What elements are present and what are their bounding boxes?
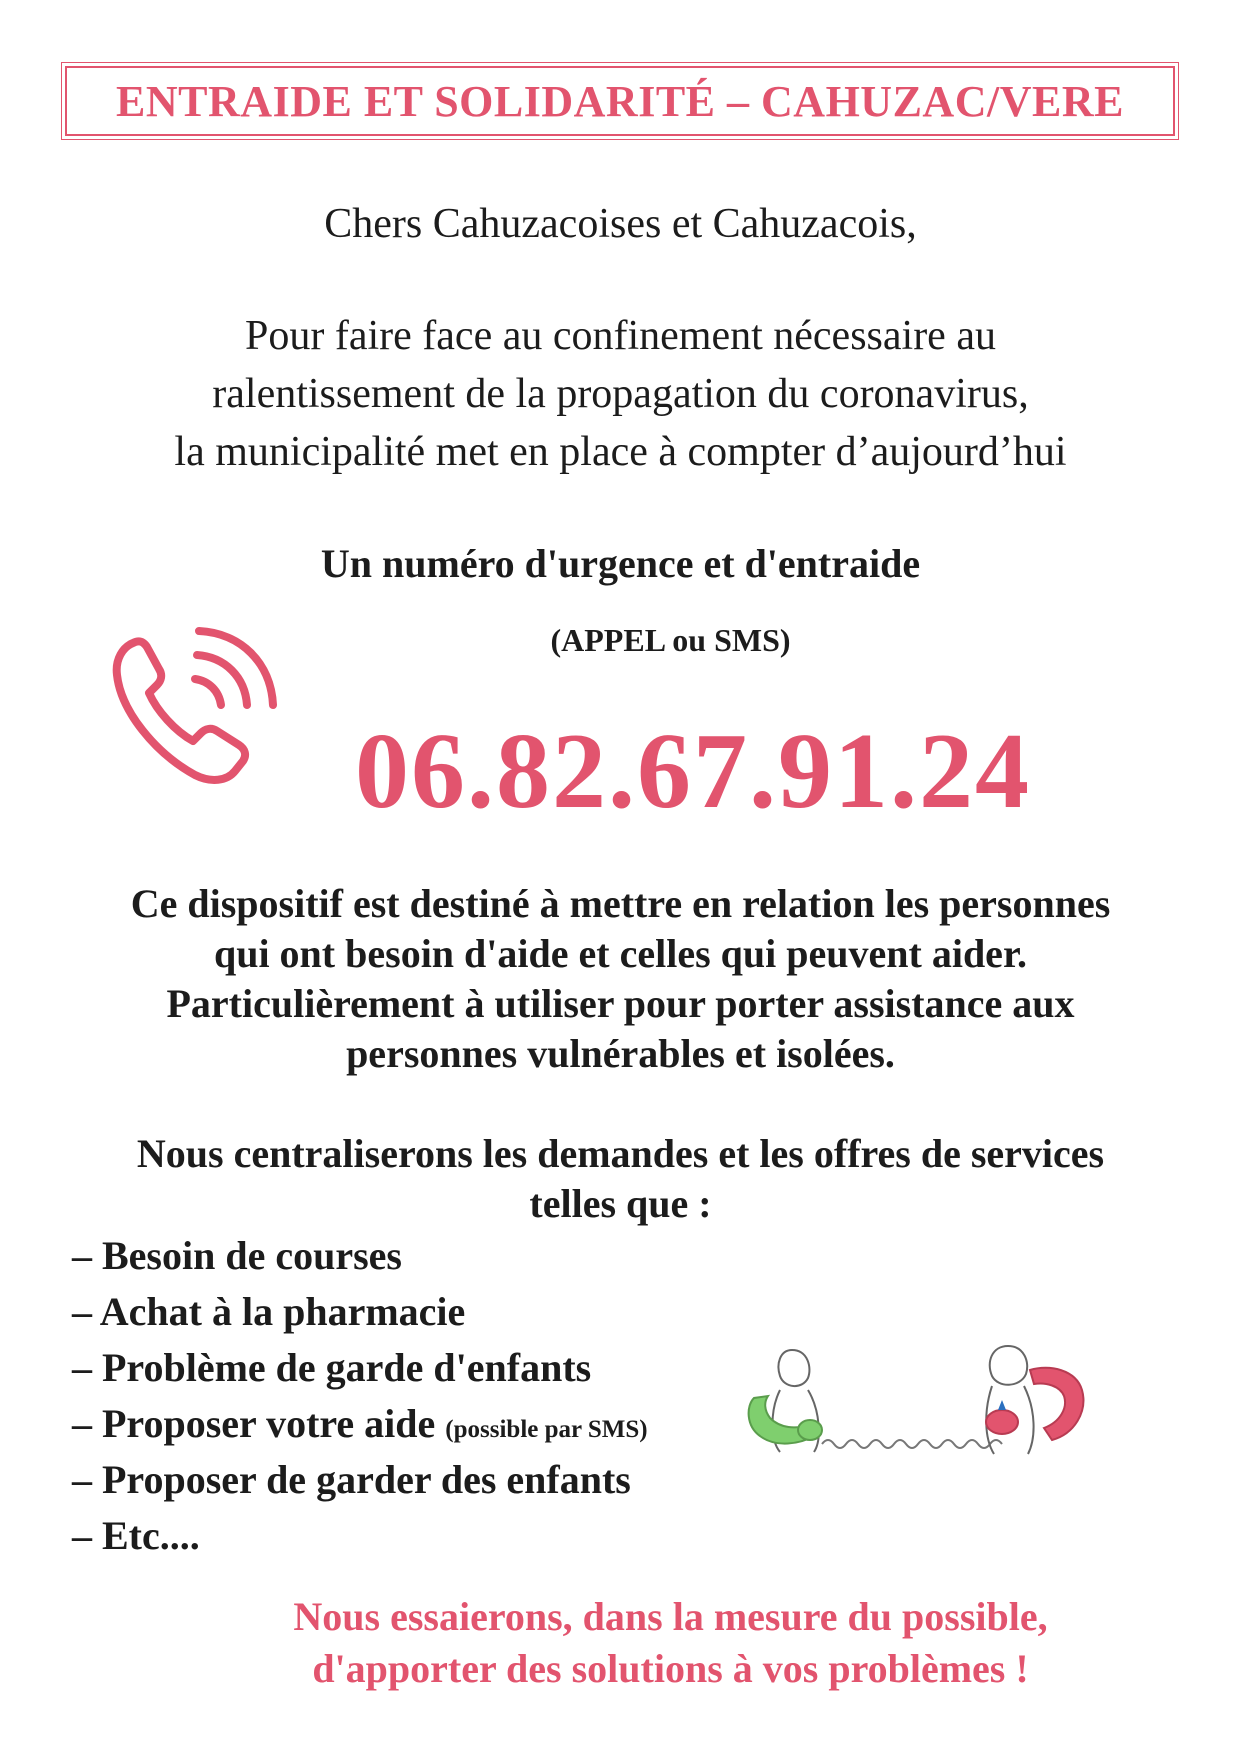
list-item: – Etc.... [72,1513,200,1558]
title-box [65,66,1175,136]
list-item: – Proposer de garder des enfants [72,1457,631,1502]
intro-line-2: ralentissement de la propagation du coronavirus, [212,371,1029,417]
list-item: – Problème de garde d'enfants [72,1345,592,1390]
intro-line-3: la municipalité met en place à compter d’aujourd’hui [174,429,1067,475]
phone-call-icon [95,615,295,795]
list-item: – Proposer votre aide (possible par SMS) [72,1401,648,1446]
services-intro-line-1: Nous centraliserons les demandes et les offres de services [136,1131,1105,1176]
phone-conversation-illustration [740,1340,1100,1460]
description-line-2: qui ont besoin d'aide et celles qui peuvent aider. [213,931,1028,976]
greeting: Chers Cahuzacoises et Cahuzacois, [324,201,917,247]
emergency-phone-number[interactable]: 06.82.67.91.24 [355,712,1031,831]
list-item: – Besoin de courses [72,1233,402,1278]
intro-line-1: Pour faire face au confinement nécessaire au [245,313,996,359]
emergency-heading: Un numéro d'urgence et d'entraide [320,541,921,586]
services-list [72,1228,648,1564]
closing-line-2: d'apporter des solutions à vos problèmes ! [312,1646,1029,1691]
sms-note: (possible par SMS) [445,1416,648,1443]
description-line-3: Particulièrement à utiliser pour porter assistance aux [166,981,1075,1026]
contact-mode: (APPEL ou SMS) [550,622,791,658]
left-caller-figure [749,1350,822,1452]
list-item: – Achat à la pharmacie [72,1289,466,1334]
description-line-1: Ce dispositif est destiné à mettre en relation les personnes [130,881,1111,926]
closing-line-1: Nous essaierons, dans la mesure du possible, [293,1594,1048,1639]
services-intro-line-2: telles que : [529,1181,712,1226]
page-title: ENTRAIDE ET SOLIDARITÉ – CAHUZAC/VERE [116,77,1124,126]
description-line-4: personnes vulnérables et isolées. [346,1031,895,1076]
right-caller-figure [986,1346,1083,1454]
